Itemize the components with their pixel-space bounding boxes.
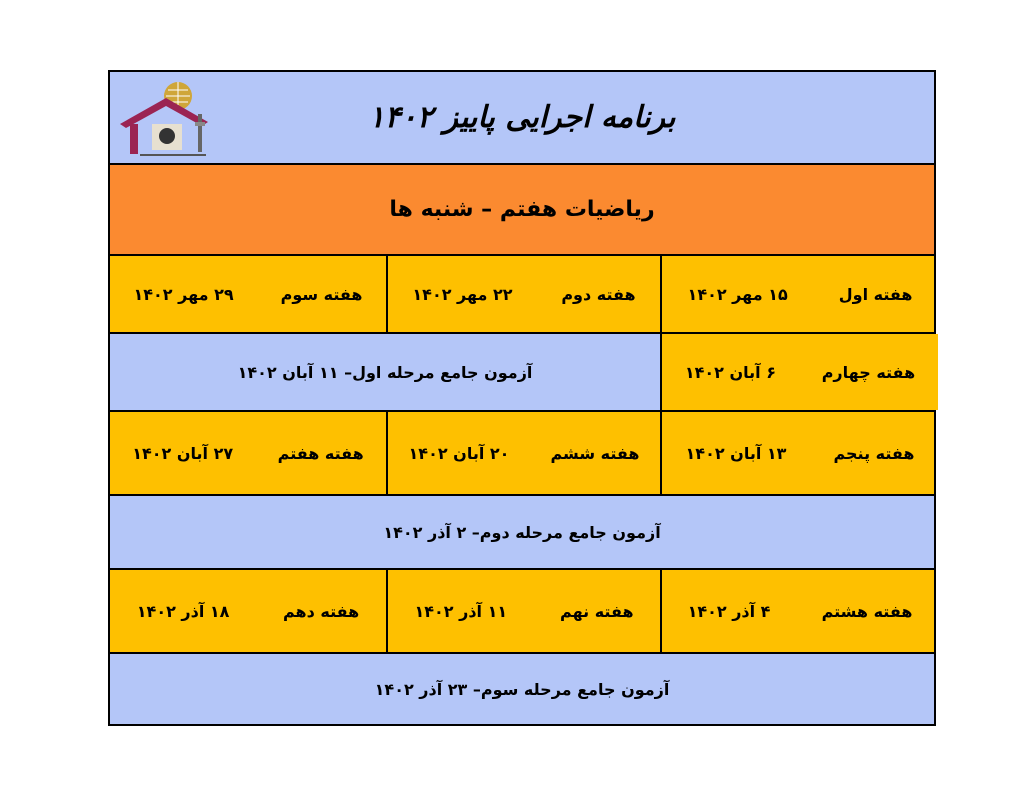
- week-label: هفته نهم: [560, 601, 634, 621]
- week-date: ۱۸ آذر ۱۴۰۲: [136, 601, 230, 621]
- exam-label: آزمون جامع مرحله سوم– ۲۳ آذر ۱۴۰۲: [374, 679, 670, 699]
- week-cell: [662, 570, 938, 652]
- week-label: هفته سوم: [280, 284, 363, 304]
- week-label: هفته دوم: [561, 284, 636, 304]
- week-cell: [662, 334, 938, 410]
- week-date: ۲۹ مهر ۱۴۰۲: [133, 284, 234, 304]
- week-date: ۲۲ مهر ۱۴۰۲: [412, 284, 513, 304]
- week-label: هفته ششم: [550, 443, 640, 463]
- exam-cell: [110, 654, 934, 724]
- week-row-2: [110, 334, 934, 412]
- week-row-3: [110, 412, 934, 496]
- week-row-4: [110, 570, 934, 654]
- week-cell: [110, 256, 386, 332]
- exam-cell: [110, 334, 662, 410]
- week-cell: [110, 412, 386, 494]
- week-label: هفته اول: [838, 284, 913, 304]
- title-row: [110, 72, 934, 165]
- exam-label: آزمون جامع مرحله اول– ۱۱ آبان ۱۴۰۲: [237, 362, 533, 382]
- week-label: هفته پنجم: [833, 443, 915, 463]
- week-cell: [386, 412, 662, 494]
- week-cell: [386, 256, 662, 332]
- week-label: هفته چهارم: [821, 362, 916, 382]
- exam-row-3: [110, 654, 934, 724]
- exam-label: آزمون جامع مرحله دوم– ۲ آذر ۱۴۰۲: [383, 522, 661, 542]
- week-date: ۱۵ مهر ۱۴۰۲: [687, 284, 788, 304]
- week-date: ۱۱ آذر ۱۴۰۲: [414, 601, 508, 621]
- page-title: برنامه اجرایی پاییز ۱۴۰۲: [368, 100, 676, 135]
- title-cell: [110, 72, 934, 163]
- week-row-1: [110, 256, 934, 334]
- subject-cell: [110, 165, 934, 254]
- week-date: ۲۰ آبان ۱۴۰۲: [408, 443, 510, 463]
- exam-cell: [110, 496, 934, 568]
- week-cell: [110, 570, 386, 652]
- subject-title: ریاضیات هفتم – شنبه ها: [389, 197, 655, 222]
- exam-row-2: [110, 496, 934, 570]
- week-date: ۴ آذر ۱۴۰۲: [687, 601, 771, 621]
- week-date: ۲۷ آبان ۱۴۰۲: [132, 443, 234, 463]
- schedule-table: [108, 70, 936, 726]
- week-label: هفته هفتم: [277, 443, 364, 463]
- week-cell: [662, 412, 938, 494]
- week-date: ۶ آبان ۱۴۰۲: [684, 362, 776, 382]
- week-label: هفته دهم: [282, 601, 360, 621]
- week-label: هفته هشتم: [821, 601, 913, 621]
- week-date: ۱۳ آبان ۱۴۰۲: [685, 443, 787, 463]
- week-cell: [386, 570, 662, 652]
- subject-row: [110, 165, 934, 256]
- week-cell: [662, 256, 938, 332]
